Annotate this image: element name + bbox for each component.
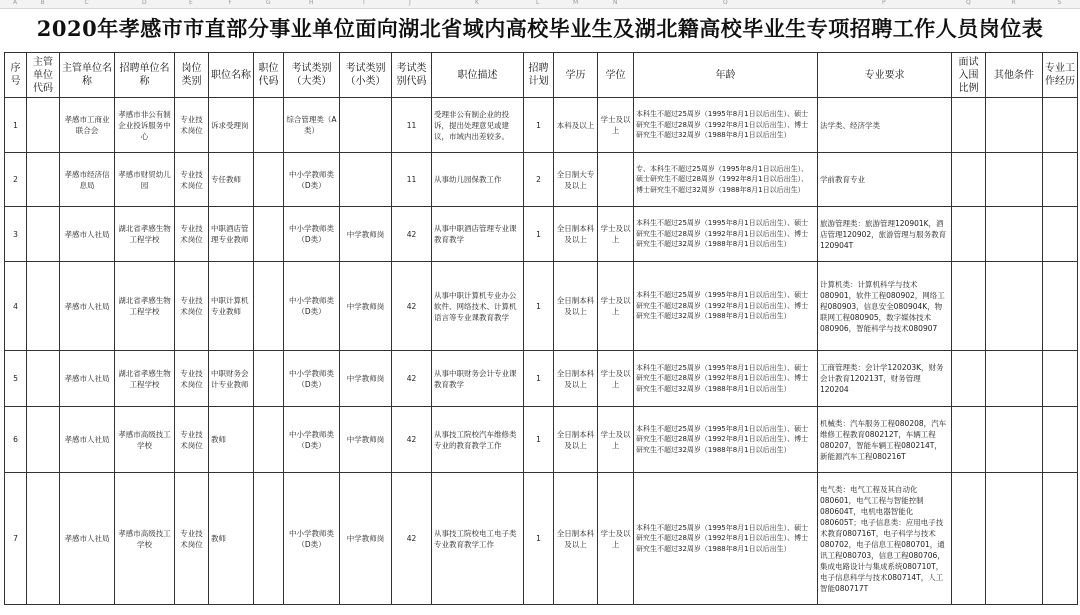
cell-dept: 孝感市人社局: [60, 262, 115, 351]
cell-exam-major: 中小学教师类（D类）: [284, 262, 340, 351]
cell-dept: 孝感市经济信息局: [60, 153, 115, 207]
cell-dept: 孝感市人社局: [60, 407, 115, 473]
cell-edu: 本科及以上: [554, 98, 598, 153]
column-header: 学历: [554, 53, 598, 98]
cell-edu: 全日制本科及以上: [554, 407, 598, 473]
cell-age: 本科生不超过25周岁（1995年8月1日以后出生）、硕士研究生不超过28周岁（1992年8月1日以后出生）、博士研究生不超过32周岁（1988年8月1日以后出生）: [634, 98, 818, 153]
cell-ratio: [952, 262, 986, 351]
cell-exam-major: 中小学教师类（D类）: [284, 207, 340, 262]
cell-unit: 孝感市高级技工学校: [115, 473, 175, 605]
cell-age: 本科生不超过25周岁（1995年8月1日以后出生）、硕士研究生不超过28周岁（1992年8月1日以后出生）、博士研究生不超过32周岁（1988年8月1日以后出生）: [634, 207, 818, 262]
cell-age: 本科生不超过25周岁（1995年8月1日以后出生）、硕士研究生不超过28周岁（1992年8月1日以后出生）、博士研究生不超过32周岁（1988年8月1日以后出生）: [634, 407, 818, 473]
column-letter: F: [228, 0, 232, 6]
cell-plan: 1: [524, 473, 554, 605]
cell-exam-minor: 中学教师岗: [340, 207, 392, 262]
cell-exam-code: 42: [392, 473, 432, 605]
cell-exam-major: 中小学教师类（D类）: [284, 153, 340, 207]
column-letter: C: [84, 0, 89, 6]
cell-exam-minor: 中学教师岗: [340, 351, 392, 407]
cell-age: 本科生不超过25周岁（1995年8月1日以后出生）、硕士研究生不超过28周岁（1992年8月1日以后出生）、博士研究生不超过32周岁（1988年8月1日以后出生）: [634, 262, 818, 351]
cell-post-type: 专业技术岗位: [175, 407, 209, 473]
column-letter: J: [409, 0, 411, 6]
column-header: 考试类别（小类）: [340, 53, 392, 98]
cell-unit: 湖北省孝感生物工程学校: [115, 207, 175, 262]
cell-exp: [1043, 98, 1078, 153]
column-letter: E: [189, 0, 193, 6]
cell-degree: 学士及以上: [598, 407, 634, 473]
cell-other: [986, 407, 1043, 473]
column-letter: L: [536, 0, 540, 6]
table-row: [5, 407, 1078, 473]
cell-major: 电气类：电气工程及其自动化080601，电气工程与智能控制080604T，电机电器智能化080605T；电子信息类：应用电子技术教育080716T，电子科学与技术080702，电子信息工程080701，通讯工程080703，信息工程080706，集成电路设计与集成系统080710T，电子信息科学与技术080714T，人工智能080717T: [818, 473, 952, 605]
cell-post-code: [254, 351, 284, 407]
cell-post-code: [254, 153, 284, 207]
cell-exam-minor: 中学教师岗: [340, 473, 392, 605]
cell-dept-code: [27, 407, 60, 473]
cell-exam-code: 42: [392, 351, 432, 407]
column-letter: P: [882, 0, 886, 6]
cell-no: 4: [5, 262, 27, 351]
cell-age: 专、本科生不超过25周岁（1995年8月1日以后出生）、硕士研究生不超过28周岁（1992年8月1日以后出生）、博士研究生不超过32周岁（1988年8月1日以后出生）: [634, 153, 818, 207]
cell-post-type: 专业技术岗位: [175, 262, 209, 351]
cell-edu: 全日制本科及以上: [554, 351, 598, 407]
cell-degree: [598, 153, 634, 207]
column-header: 其他条件: [986, 53, 1043, 98]
cell-post-type: 专业技术岗位: [175, 153, 209, 207]
column-letter: K: [475, 0, 479, 6]
cell-post-code: [254, 262, 284, 351]
cell-ratio: [952, 153, 986, 207]
cell-other: [986, 207, 1043, 262]
cell-plan: 1: [524, 407, 554, 473]
cell-post-type: 专业技术岗位: [175, 98, 209, 153]
cell-exam-minor: 中学教师岗: [340, 407, 392, 473]
column-letter: S: [1057, 0, 1062, 6]
cell-other: [986, 473, 1043, 605]
cell-exam-code: 42: [392, 407, 432, 473]
cell-exam-minor: [340, 153, 392, 207]
cell-exp: [1043, 407, 1078, 473]
cell-major: 学前教育专业: [818, 153, 952, 207]
cell-exp: [1043, 351, 1078, 407]
cell-major: 工商管理类：会计学120203K，财务会计教育120213T，财务管理120204: [818, 351, 952, 407]
cell-edu: 全日制本科及以上: [554, 262, 598, 351]
cell-desc: 从事中职酒店管理专业课教育教学: [432, 207, 524, 262]
cell-other: [986, 262, 1043, 351]
job-post-table: [4, 52, 1078, 605]
cell-exam-major: 中小学教师类（D类）: [284, 473, 340, 605]
column-letter: G: [266, 0, 271, 6]
cell-desc: 从事中职财务会计专业课教育教学: [432, 351, 524, 407]
cell-post-name: 中职酒店管理专业教师: [209, 207, 254, 262]
cell-desc: 从事中职计算机专业办公软件、网络技术、计算机语言等专业课教育教学: [432, 262, 524, 351]
cell-exam-major: 中小学教师类（D类）: [284, 407, 340, 473]
column-letter: M: [573, 0, 579, 6]
cell-no: 3: [5, 207, 27, 262]
column-letter: R: [1011, 0, 1016, 6]
column-header: 学位: [598, 53, 634, 98]
cell-post-name: 教师: [209, 407, 254, 473]
column-header: 职位代码: [254, 53, 284, 98]
column-letter: I: [363, 0, 365, 6]
cell-exam-major: 中小学教师类（D类）: [284, 351, 340, 407]
column-letter-strip: [0, 0, 1080, 9]
cell-edu: 全日制本科及以上: [554, 473, 598, 605]
cell-post-code: [254, 473, 284, 605]
cell-age: 本科生不超过25周岁（1995年8月1日以后出生）、硕士研究生不超过28周岁（1992年8月1日以后出生）、博士研究生不超过32周岁（1988年8月1日以后出生）: [634, 473, 818, 605]
table-row: [5, 153, 1078, 207]
column-letter: B: [40, 0, 45, 6]
cell-exp: [1043, 473, 1078, 605]
column-header: 考试类别代码: [392, 53, 432, 98]
cell-post-name: 中职财务会计专业教师: [209, 351, 254, 407]
cell-other: [986, 351, 1043, 407]
cell-post-code: [254, 407, 284, 473]
column-letter: Q: [966, 0, 971, 6]
cell-degree: 学士及以上: [598, 262, 634, 351]
cell-plan: 2: [524, 153, 554, 207]
cell-dept-code: [27, 207, 60, 262]
cell-age: 本科生不超过25周岁（1995年8月1日以后出生）、硕士研究生不超过28周岁（1992年8月1日以后出生）、博士研究生不超过32周岁（1988年8月1日以后出生）: [634, 351, 818, 407]
column-header: 主管单位代码: [27, 53, 60, 98]
cell-exp: [1043, 262, 1078, 351]
cell-major: 法学类、经济学类: [818, 98, 952, 153]
cell-no: 5: [5, 351, 27, 407]
cell-desc: 从事技工院校电工电子类专业教育教学工作: [432, 473, 524, 605]
column-header: 面试入围比例: [952, 53, 986, 98]
cell-dept: 孝感市人社局: [60, 351, 115, 407]
cell-exp: [1043, 207, 1078, 262]
cell-plan: 1: [524, 98, 554, 153]
cell-dept-code: [27, 473, 60, 605]
cell-edu: 全日制大专及以上: [554, 153, 598, 207]
column-header: 岗位类别: [175, 53, 209, 98]
table-row: [5, 262, 1078, 351]
cell-post-type: 专业技术岗位: [175, 207, 209, 262]
cell-exam-code: 42: [392, 207, 432, 262]
cell-major: 计算机类：计算机科学与技术080901，软件工程080902，网络工程080903，信息安全080904K，物联网工程080905，数字媒体技术080906，智能科学与技术080907: [818, 262, 952, 351]
table-row: [5, 98, 1078, 153]
cell-unit: 孝感市高级技工学校: [115, 407, 175, 473]
cell-dept: 孝感市人社局: [60, 207, 115, 262]
cell-degree: 学士及以上: [598, 98, 634, 153]
cell-post-code: [254, 207, 284, 262]
column-header: 招聘计划: [524, 53, 554, 98]
cell-no: 2: [5, 153, 27, 207]
cell-dept: 孝感市人社局: [60, 473, 115, 605]
cell-degree: 学士及以上: [598, 473, 634, 605]
cell-edu: 全日制本科及以上: [554, 207, 598, 262]
cell-ratio: [952, 351, 986, 407]
cell-post-name: 专任教师: [209, 153, 254, 207]
cell-dept: 孝感市工商业联合会: [60, 98, 115, 153]
cell-exam-major: 综合管理类（A类）: [284, 98, 340, 153]
cell-post-type: 专业技术岗位: [175, 351, 209, 407]
cell-degree: 学士及以上: [598, 207, 634, 262]
cell-dept-code: [27, 153, 60, 207]
cell-post-type: 专业技术岗位: [175, 473, 209, 605]
column-letter: D: [142, 0, 147, 6]
cell-exp: [1043, 153, 1078, 207]
cell-dept-code: [27, 262, 60, 351]
table-row: [5, 207, 1078, 262]
column-header: 职位名称: [209, 53, 254, 98]
cell-post-name: 诉求受理岗: [209, 98, 254, 153]
cell-other: [986, 98, 1043, 153]
cell-desc: 受理非公有制企业的投诉，提出处理意见或建议，市域内出差较多。: [432, 98, 524, 153]
cell-exam-code: 11: [392, 98, 432, 153]
cell-other: [986, 153, 1043, 207]
cell-dept-code: [27, 98, 60, 153]
cell-plan: 1: [524, 351, 554, 407]
column-header: 考试类别（大类）: [284, 53, 340, 98]
cell-major: 旅游管理类：旅游管理120901K，酒店管理120902，旅游管理与服务教育120904T: [818, 207, 952, 262]
column-header: 年龄: [634, 53, 818, 98]
table-row: [5, 351, 1078, 407]
cell-plan: 1: [524, 262, 554, 351]
cell-ratio: [952, 473, 986, 605]
cell-unit: 孝感市非公有制企业投诉服务中心: [115, 98, 175, 153]
column-letter: N: [613, 0, 618, 6]
cell-ratio: [952, 207, 986, 262]
cell-ratio: [952, 98, 986, 153]
cell-exam-minor: [340, 98, 392, 153]
cell-desc: 从事技工院校汽车维修类专业的教育教学工作: [432, 407, 524, 473]
cell-plan: 1: [524, 207, 554, 262]
cell-desc: 从事幼儿园保教工作: [432, 153, 524, 207]
cell-exam-code: 11: [392, 153, 432, 207]
cell-degree: 学士及以上: [598, 351, 634, 407]
column-header: 专业工作经历: [1043, 53, 1078, 98]
header-row: [5, 53, 1078, 98]
column-letter: H: [309, 0, 314, 6]
cell-major: 机械类：汽车服务工程080208，汽车维修工程教育080212T，车辆工程080207，智能车辆工程080214T，新能源汽车工程080216T: [818, 407, 952, 473]
column-header: 职位描述: [432, 53, 524, 98]
cell-post-name: 中职计算机专业教师: [209, 262, 254, 351]
table-row: [5, 473, 1078, 605]
column-header: 专业要求: [818, 53, 952, 98]
cell-exam-code: 42: [392, 262, 432, 351]
column-header: 主管单位名称: [60, 53, 115, 98]
cell-no: 6: [5, 407, 27, 473]
cell-post-name: 教师: [209, 473, 254, 605]
cell-ratio: [952, 407, 986, 473]
page-title: 2020年孝感市市直部分事业单位面向湖北省域内高校毕业生及湖北籍高校毕业生专项招聘工作人员岗位表: [36, 16, 1044, 41]
cell-unit: 湖北省孝感生物工程学校: [115, 351, 175, 407]
cell-no: 1: [5, 98, 27, 153]
column-letter: O: [723, 0, 728, 6]
cell-unit: 孝感市财贸幼儿园: [115, 153, 175, 207]
cell-exam-minor: 中学教师岗: [340, 262, 392, 351]
cell-unit: 湖北省孝感生物工程学校: [115, 262, 175, 351]
cell-post-code: [254, 98, 284, 153]
column-header: 招聘单位名称: [115, 53, 175, 98]
column-header: 序号: [5, 53, 27, 98]
cell-no: 7: [5, 473, 27, 605]
cell-dept-code: [27, 351, 60, 407]
column-letter: A: [13, 0, 18, 6]
